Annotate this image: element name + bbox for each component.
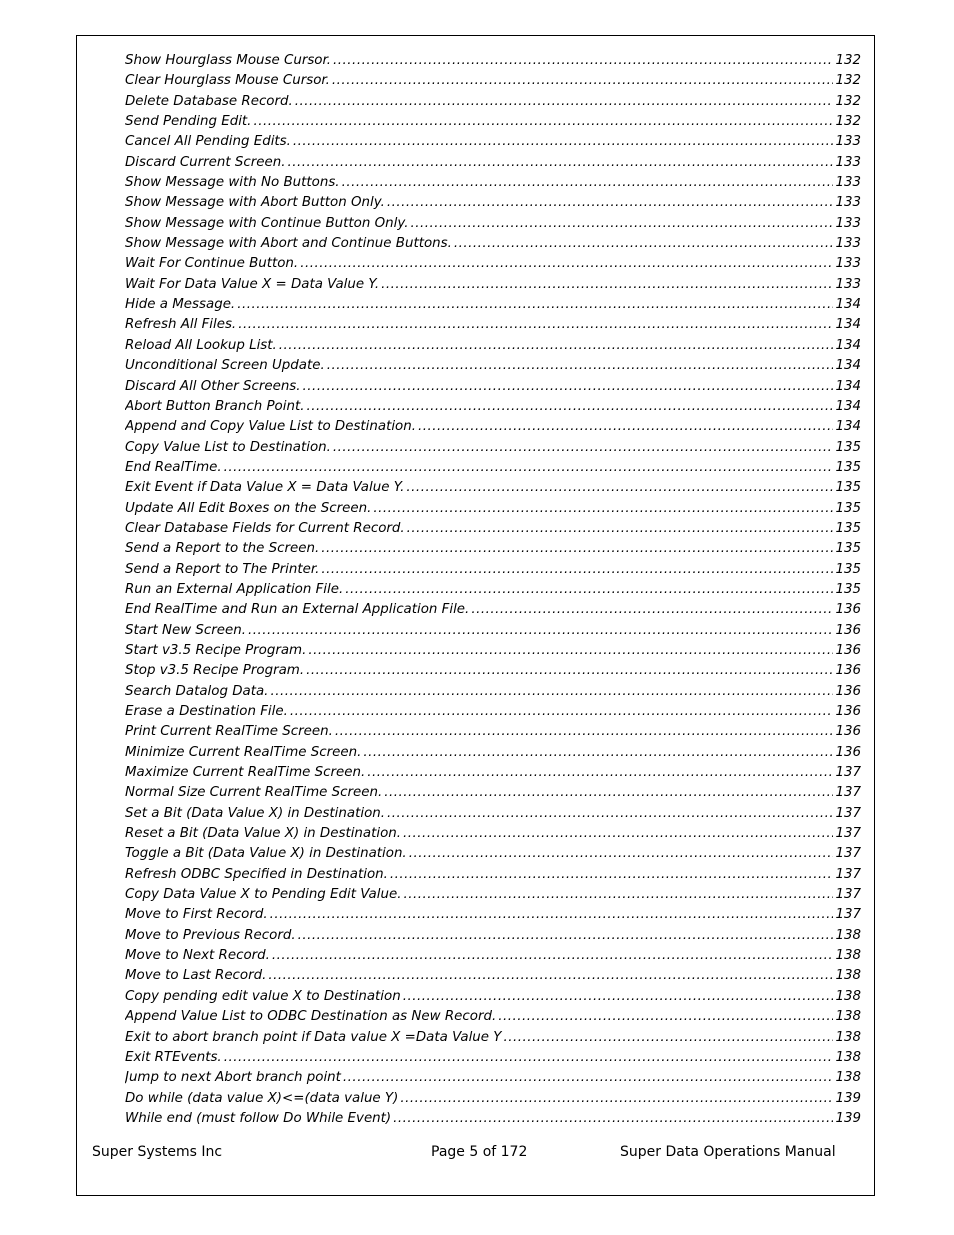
toc-entry-title: Minimize Current RealTime Screen. <box>125 744 362 760</box>
toc-entry[interactable] <box>125 824 861 844</box>
toc-dot-leader <box>384 783 833 803</box>
toc-entry[interactable] <box>125 132 861 152</box>
toc-entry[interactable] <box>125 885 861 905</box>
toc-dot-leader <box>327 356 834 376</box>
toc-entry-page: 138 <box>835 948 861 964</box>
toc-entry[interactable] <box>125 1089 861 1109</box>
toc-entry[interactable] <box>125 1068 861 1088</box>
toc-dot-leader <box>288 153 834 173</box>
toc-dot-leader <box>381 275 833 295</box>
toc-entry-title: Update All Edit Boxes on the Screen. <box>125 500 372 516</box>
toc-entry[interactable] <box>125 336 861 356</box>
toc-dot-leader <box>393 1109 833 1129</box>
toc-entry-page: 134 <box>835 297 861 313</box>
toc-entry-page: 138 <box>835 1029 861 1045</box>
toc-entry-title: Exit Event if Data Value X = Data Value Y. <box>125 480 405 496</box>
toc-entry-page: 133 <box>835 134 861 150</box>
toc-entry-page: 132 <box>835 73 861 89</box>
toc-dot-leader <box>390 865 834 885</box>
toc-dot-leader <box>367 763 833 783</box>
toc-entry[interactable] <box>125 641 861 661</box>
toc-dot-leader <box>406 478 833 498</box>
toc-entry-title: Copy pending edit value X to Destination <box>125 988 401 1004</box>
toc-entry-title: Discard Current Screen. <box>125 154 286 170</box>
toc-entry[interactable] <box>125 702 861 722</box>
toc-entry-title: Unconditional Screen Update. <box>125 358 325 374</box>
toc-entry-page: 137 <box>835 887 861 903</box>
toc-entry-title: Set a Bit (Data Value X) in Destination. <box>125 805 385 821</box>
toc-entry-page: 136 <box>835 663 861 679</box>
toc-dot-leader <box>342 173 834 193</box>
toc-entry-page: 137 <box>835 846 861 862</box>
toc-dot-leader <box>409 844 834 864</box>
toc-dot-leader <box>332 71 834 91</box>
toc-entry-page: 133 <box>835 195 861 211</box>
toc-entry-title: Toggle a Bit (Data Value X) in Destination. <box>125 846 407 862</box>
toc-entry-page: 138 <box>835 1049 861 1065</box>
toc-entry-title: End RealTime and Run an External Application File. <box>125 602 470 618</box>
toc-entry[interactable] <box>125 356 861 376</box>
toc-entry-title: Reset a Bit (Data Value X) in Destination. <box>125 826 402 842</box>
toc-dot-leader <box>303 377 834 397</box>
toc-entry[interactable] <box>125 397 861 417</box>
toc-dot-leader <box>253 112 833 132</box>
toc-entry-page: 134 <box>835 358 861 374</box>
toc-dot-leader <box>224 1048 834 1068</box>
toc-entry[interactable] <box>125 1007 861 1027</box>
toc-dot-leader <box>270 682 833 702</box>
toc-entry[interactable] <box>125 987 861 1007</box>
toc-dot-leader <box>224 458 834 478</box>
toc-dot-leader <box>335 722 834 742</box>
toc-entry[interactable] <box>125 966 861 986</box>
toc-entry[interactable] <box>125 51 861 71</box>
toc-entry[interactable] <box>125 661 861 681</box>
toc-entry[interactable] <box>125 560 861 580</box>
toc-dot-leader <box>298 926 834 946</box>
toc-entry-page: 137 <box>835 765 861 781</box>
toc-entry-page: 139 <box>835 1090 861 1106</box>
toc-entry-title: Stop v3.5 Recipe Program. <box>125 663 305 679</box>
toc-entry-title: Reload All Lookup List. <box>125 337 277 353</box>
toc-entry-title: Copy Data Value X to Pending Edit Value. <box>125 887 402 903</box>
toc-entry-title: Jump to next Abort branch point <box>125 1070 341 1086</box>
toc-dot-leader <box>407 519 834 539</box>
toc-entry-page: 139 <box>835 1110 861 1126</box>
toc-dot-leader <box>410 214 833 234</box>
toc-entry-title: Copy Value List to Destination. <box>125 439 331 455</box>
toc-entry-page: 132 <box>835 53 861 68</box>
toc-entry-title: Show Message with Continue Button Only. <box>125 215 409 231</box>
toc-entry-title: Discard All Other Screens. <box>125 378 301 394</box>
toc-entry-page: 138 <box>835 968 861 984</box>
toc-entry[interactable] <box>125 377 861 397</box>
toc-entry[interactable] <box>125 1028 861 1048</box>
toc-entry-title: Abort Button Branch Point. <box>125 398 305 414</box>
footer-page-number: Page 5 of 172 <box>431 1144 528 1160</box>
toc-entry[interactable] <box>125 600 861 620</box>
toc-dot-leader <box>333 51 833 71</box>
toc-entry[interactable] <box>125 458 861 478</box>
toc-entry-page: 132 <box>835 93 861 109</box>
toc-dot-leader <box>300 254 833 274</box>
toc-entry[interactable] <box>125 1048 861 1068</box>
toc-dot-leader <box>418 417 833 437</box>
toc-entry-title: Maximize Current RealTime Screen. <box>125 765 366 781</box>
toc-entry[interactable] <box>125 539 861 559</box>
toc-entry-title: Show Message with Abort and Continue Buttons. <box>125 236 452 252</box>
toc-dot-leader <box>343 1068 834 1088</box>
toc-entry[interactable] <box>125 295 861 315</box>
toc-dot-leader <box>279 336 834 356</box>
toc-entry-page: 136 <box>835 704 861 719</box>
toc-entry[interactable] <box>125 763 861 783</box>
toc-entry-page: 133 <box>835 215 861 231</box>
toc-entry-page: 133 <box>835 236 861 252</box>
toc-entry-page: 134 <box>835 398 861 414</box>
toc-dot-leader <box>387 193 834 213</box>
toc-entry-title: Exit RTEvents. <box>125 1049 222 1065</box>
toc-entry[interactable] <box>125 926 861 946</box>
toc-dot-leader <box>268 966 833 986</box>
toc-entry[interactable] <box>125 905 861 925</box>
toc-entry[interactable] <box>125 865 861 885</box>
toc-entry-title: End RealTime. <box>125 459 222 475</box>
toc-dot-leader <box>290 702 834 722</box>
toc-dot-leader <box>471 600 833 620</box>
toc-entry[interactable] <box>125 153 861 173</box>
toc-entry-title: Wait For Continue Button. <box>125 256 299 272</box>
toc-entry-page: 134 <box>835 337 861 353</box>
toc-dot-leader <box>306 661 833 681</box>
toc-entry-page: 133 <box>835 175 861 191</box>
toc-dot-leader <box>272 946 834 966</box>
toc-dot-leader <box>306 397 833 417</box>
toc-entry-page: 135 <box>835 439 861 455</box>
toc-dot-leader <box>498 1007 833 1027</box>
toc-entry-title: Move to Next Record. <box>125 948 270 964</box>
toc-entry-page: 134 <box>835 317 861 333</box>
toc-entry[interactable] <box>125 844 861 864</box>
toc-entry[interactable] <box>125 743 861 763</box>
toc-entry[interactable] <box>125 214 861 234</box>
toc-entry-page: 138 <box>835 1070 861 1086</box>
toc-entry-page: 136 <box>835 642 861 658</box>
toc-entry[interactable] <box>125 682 861 702</box>
toc-entry[interactable] <box>125 580 861 600</box>
toc-entry-page: 135 <box>835 581 861 597</box>
toc-entry-page: 134 <box>835 419 861 435</box>
toc-entry-title: Cancel All Pending Edits. <box>125 134 291 150</box>
toc-entry[interactable] <box>125 417 861 437</box>
toc-entry-title: Move to Previous Record. <box>125 927 296 943</box>
footer-company: Super Systems Inc <box>92 1144 223 1160</box>
toc-entry-title: Do while (data value X)<=(data value Y) <box>125 1090 399 1106</box>
toc-dot-leader <box>373 499 833 519</box>
toc-entry-page: 137 <box>835 907 861 923</box>
toc-entry-page: 137 <box>835 785 861 801</box>
toc-entry-page: 136 <box>835 622 861 638</box>
toc-entry-title: Send Pending Edit. <box>125 114 252 130</box>
toc-entry-title: Erase a Destination File. <box>125 704 288 719</box>
toc-entry[interactable] <box>125 722 861 742</box>
toc-dot-leader <box>270 905 834 925</box>
toc-dot-leader <box>387 804 833 824</box>
toc-entry-page: 138 <box>835 927 861 943</box>
toc-entry-title: Print Current RealTime Screen. <box>125 724 333 740</box>
toc-entry-page: 135 <box>835 561 861 577</box>
toc-entry-title: Clear Hourglass Mouse Cursor. <box>125 73 330 89</box>
toc-entry-title: Send a Report to the Screen. <box>125 541 320 557</box>
toc-entry-title: Start New Screen. <box>125 622 247 638</box>
toc-entry-page: 135 <box>835 459 861 475</box>
toc-entry-page: 137 <box>835 826 861 842</box>
toc-entry-title: Move to First Record. <box>125 907 268 923</box>
toc-entry-page: 136 <box>835 724 861 740</box>
toc-entry-title: Search Datalog Data. <box>125 683 269 699</box>
toc-dot-leader <box>454 234 834 254</box>
toc-entry-page: 138 <box>835 988 861 1004</box>
toc-entry[interactable] <box>125 193 861 213</box>
toc-entry-title: Run an External Application File. <box>125 581 344 597</box>
toc-entry-page: 136 <box>835 744 861 760</box>
toc-entry-title: While end (must follow Do While Event) <box>125 1110 392 1126</box>
toc-dot-leader <box>333 438 834 458</box>
toc-entry-title: Exit to abort branch point if Data value X =Data Value Y <box>125 1029 502 1045</box>
toc-entry-page: 133 <box>835 276 861 292</box>
toc-entry[interactable] <box>125 234 861 254</box>
toc-dot-leader <box>237 295 833 315</box>
toc-entry-title: Normal Size Current RealTime Screen. <box>125 785 383 801</box>
toc-dot-leader <box>248 621 833 641</box>
toc-entry-title: Hide a Message. <box>125 297 236 313</box>
toc-entry-page: 135 <box>835 541 861 557</box>
toc-entry-title: Refresh ODBC Specified in Destination. <box>125 866 388 882</box>
footer-manual-title: Super Data Operations Manual <box>620 1144 836 1160</box>
toc-entry-page: 135 <box>835 480 861 496</box>
toc-entry-title: Wait For Data Value X = Data Value Y. <box>125 276 380 292</box>
toc-dot-leader <box>295 92 834 112</box>
toc-entry[interactable] <box>125 621 861 641</box>
toc-entry-page: 136 <box>835 683 861 699</box>
toc-entry-title: Delete Database Record. <box>125 93 293 109</box>
toc-entry[interactable] <box>125 315 861 335</box>
toc-entry-page: 135 <box>835 500 861 516</box>
toc-entry-page: 137 <box>835 866 861 882</box>
toc-dot-leader <box>403 987 834 1007</box>
toc-entry-title: Send a Report to The Printer. <box>125 561 320 577</box>
toc-dot-leader <box>400 1089 833 1109</box>
toc-dot-leader <box>321 560 833 580</box>
toc-entry-title: Start v3.5 Recipe Program. <box>125 642 307 658</box>
toc-entry-page: 136 <box>835 602 861 618</box>
toc-entry[interactable] <box>125 519 861 539</box>
toc-entry-title: Show Hourglass Mouse Cursor. <box>125 53 332 68</box>
toc-dot-leader <box>308 641 833 661</box>
toc-dot-leader <box>321 539 833 559</box>
toc-dot-leader <box>403 824 833 844</box>
toc-dot-leader <box>293 132 834 152</box>
toc-entry[interactable] <box>125 499 861 519</box>
toc-entry[interactable] <box>125 946 861 966</box>
toc-entry-page: 134 <box>835 378 861 394</box>
toc-entry-page: 133 <box>835 256 861 272</box>
toc-entry-title: Clear Database Fields for Current Record. <box>125 520 405 536</box>
toc-entry-title: Move to Last Record. <box>125 968 267 984</box>
toc-entry-page: 135 <box>835 520 861 536</box>
toc-dot-leader <box>503 1028 833 1048</box>
toc-dot-leader <box>345 580 833 600</box>
toc-entry[interactable] <box>125 71 861 91</box>
toc-entry[interactable] <box>125 438 861 458</box>
toc-entry[interactable] <box>125 783 861 803</box>
toc-entry-page: 133 <box>835 154 861 170</box>
toc-entry-title: Append and Copy Value List to Destination. <box>125 419 416 435</box>
toc-entry[interactable] <box>125 275 861 295</box>
table-of-contents <box>125 51 861 1129</box>
toc-dot-leader <box>363 743 833 763</box>
toc-entry-page: 132 <box>835 114 861 130</box>
toc-entry-title: Show Message with Abort Button Only. <box>125 195 385 211</box>
toc-entry-title: Show Message with No Buttons. <box>125 175 340 191</box>
toc-entry-page: 137 <box>835 805 861 821</box>
toc-entry[interactable] <box>125 1109 861 1129</box>
toc-dot-leader <box>403 885 833 905</box>
toc-entry-title: Refresh All Files. <box>125 317 237 333</box>
toc-entry[interactable] <box>125 173 861 193</box>
toc-entry[interactable] <box>125 92 861 112</box>
toc-entry-title: Append Value List to ODBC Destination as New Record. <box>125 1009 497 1025</box>
toc-entry[interactable] <box>125 478 861 498</box>
toc-entry[interactable] <box>125 112 861 132</box>
toc-dot-leader <box>238 315 833 335</box>
toc-entry[interactable] <box>125 254 861 274</box>
toc-entry[interactable] <box>125 804 861 824</box>
toc-entry-page: 138 <box>835 1009 861 1025</box>
